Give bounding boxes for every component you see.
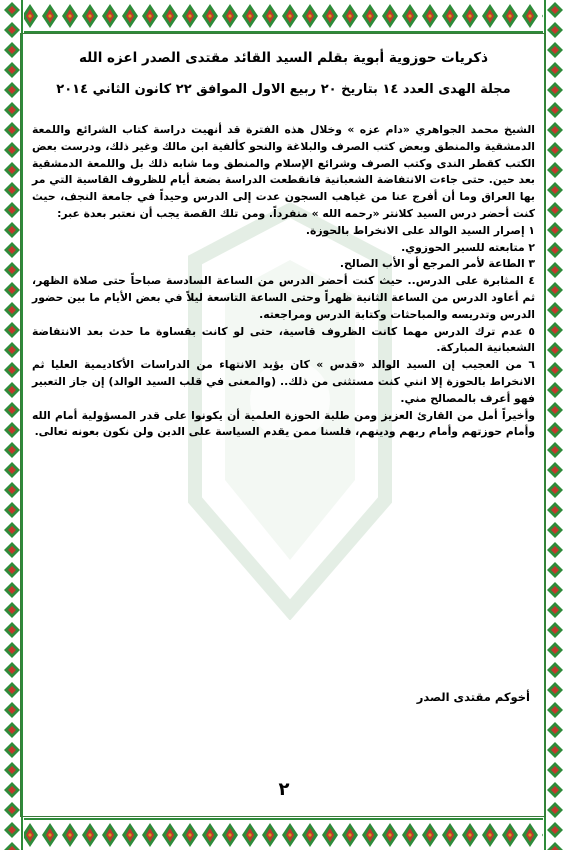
point-item-5: ٥ عدم ترك الدرس مهما كانت الظروف قاسية، حتى لو كانت بقساوة ما حدث بعد الانتفاضة الشعبانية المباركة. xyxy=(32,324,535,355)
point-item-6: ٦ من العجيب إن السيد الوالد «قدس » كان يؤيد الانتهاء من الدراسات الأكاديمية العليا ثم الانخراط بالحوزة إلا انني كنت مستثنى من ذلك.. (والمعنى في قلب السيد الوالد) إن جاز التعبير فهو أعرف بالمصالح مني. xyxy=(32,358,535,405)
closing-paragraph: وأخيراً أمل من القارئ العزيز ومن طلبة الحوزة العلمية أن يكونوا على قدر المسؤولية أمام الله وأمام حوزتهم وأمام ربهم ودينهم، فلسنا ممن يقدم السياسة على الدين ولن نكون بعونه تعالى. xyxy=(32,408,535,439)
decorative-border-bottom xyxy=(0,816,567,850)
decorative-border-right xyxy=(543,0,567,850)
point-item-3: ٣ الطاعة لأمر المرجع أو الأب الصالح. xyxy=(339,257,535,271)
intro-paragraph: الشيخ محمد الجواهري «دام عزه » وخلال هذه الفترة قد أنهيت دراسة كتاب الشرائع واللمعة الدمشقية والمنطق وبعض كتب الصرف والبلاغة والنحو كألفية ابن مالك وغير ذلك، ودرست بعض الكتب كقطر الندى وكتب الصرف وشرائع الإسلام والمنطق وما شابه ذلك بل واللمعة الدمشقية بعد حين. حتى جاءت الانتفاضة الشعبانية فانقطعت الدراسة بضعة أيام للظروف القاسية التي مر بها العراق وما أن أفرج عنا من غياهب السجون عدت إلى الدرس وحيداً في جامعة النجف، حيث كنت أحضر درس السيد كلانتر «رحمه الله » منفرداً. ومن تلك القصة يجب أن نعتبر بعدة عبر: xyxy=(32,123,535,220)
point-item-1: ١ إصرار السيد الوالد على الانخراط بالحوزة. xyxy=(305,223,535,237)
page-number: ٢ xyxy=(278,779,290,800)
decorative-border-top xyxy=(0,0,567,36)
point-item-2: ٢ متابعته للسير الحوزوي. xyxy=(401,240,535,254)
signature: أخوكم مقتدى الصدر xyxy=(416,690,530,704)
article-title: ذكريات حوزوية أبوية بقلم السيد القائد مقتدى الصدر اعزه الله xyxy=(78,50,489,66)
point-item-4: ٤ المثابرة على الدرس.. حيث كنت أحضر الدرس من الساعة السادسة صباحاً حتى صلاة الظهر، ثم أعاود الدرس من الساعة الثانية ظهراً وحتى الساعة التاسعة ليلاً في بعض الأيام ما بين حضور الدرس وتدريسه والمباحثات وكتابة الدرس ومراجعته. xyxy=(32,274,535,321)
magazine-issue-line: مجلة الهدى العدد ١٤ بتاريخ ٢٠ ربيع الاول الموافق ٢٢ كانون الثاني ٢٠١٤ xyxy=(56,82,511,97)
article-body xyxy=(32,122,535,441)
